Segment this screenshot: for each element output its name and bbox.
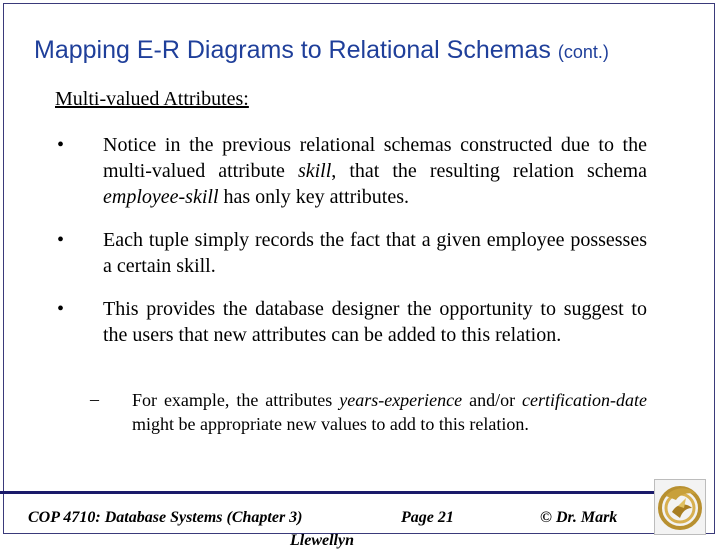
bullet-marker: • — [57, 134, 65, 156]
bullet-text-2: Each tuple simply records the fact that a given employee possesses a certain skill. — [103, 229, 647, 277]
footer-course: COP 4710: Database Systems (Chapter 3) — [28, 509, 303, 526]
bullet-marker: • — [57, 229, 65, 251]
sub-bullet-text: For example, the attributes years-experience and/or certification-date might be appropriate new values to add to this relation. — [132, 390, 647, 434]
footer-author: © Dr. Mark — [540, 509, 618, 526]
bullet-text-1: Notice in the previous relational schemas constructed due to the multi-valued attribute skill, that the resulting relation schema employee-skill has only key attributes. — [103, 134, 647, 208]
bullet-text-3: This provides the database designer the opportunity to suggest to the users that new attributes can be added to this relation. — [103, 298, 647, 346]
title-suffix: (cont.) — [557, 42, 609, 62]
section-subheading: Multi-valued Attributes: — [55, 88, 249, 110]
title-main: Mapping E-R Diagrams to Relational Schemas — [34, 36, 551, 64]
footer-page: Page 21 — [401, 509, 454, 526]
ucf-pegasus-logo-icon — [654, 479, 706, 535]
slide-title — [34, 36, 704, 65]
footer-author-overflow: Llewellyn — [290, 532, 354, 549]
sub-bullet-dash: – — [90, 389, 99, 409]
bullet-marker: • — [57, 298, 65, 320]
